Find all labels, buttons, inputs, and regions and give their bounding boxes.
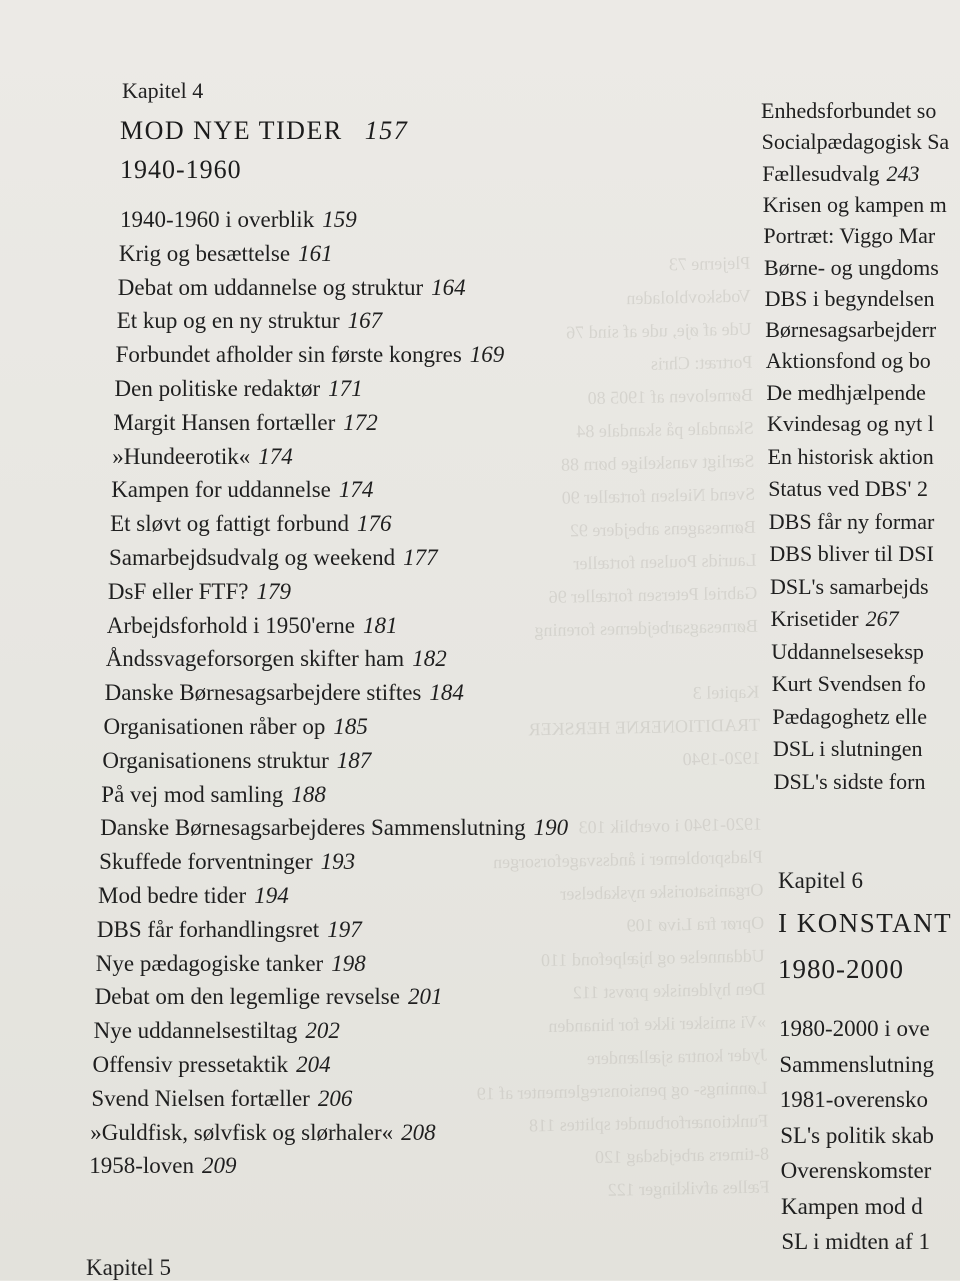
toc-entry-title: Nye uddannelsestiltag: [93, 1018, 298, 1044]
toc-entry-title: Krisetider: [770, 606, 859, 631]
toc-entry-title: Status ved DBS' 2: [768, 476, 928, 501]
toc-entry-title: Mod bedre tider: [98, 883, 247, 908]
toc-entry-right: [781, 1194, 923, 1220]
toc-entry-title: DSL i slutningen: [773, 736, 923, 761]
bleed-through-line: Skandale på skandale 84: [576, 417, 754, 442]
toc-entry-right: [774, 769, 926, 795]
toc-entry-right: [762, 161, 919, 187]
toc-entry-right: [764, 255, 939, 281]
toc-entry-title: Svend Nielsen fortæller: [91, 1085, 310, 1111]
toc-entry-title: Aktionsfond og bo: [765, 348, 931, 374]
toc-entry-page: 201: [407, 984, 443, 1010]
toc-entry-title: Den politiske redaktør: [114, 376, 321, 401]
toc-entry-page: 179: [256, 578, 291, 604]
toc-entry-page: 185: [333, 714, 368, 739]
toc-entry-page: 176: [357, 511, 392, 537]
bleed-through-line: Pladsproblemer i åndssvageforsorgen: [492, 846, 763, 873]
toc-entry-title: SL i midten af 1: [781, 1229, 931, 1254]
toc-entry-title: »Guldfisk, sølvfisk og slørhaler«: [90, 1119, 394, 1145]
toc-entry-title: Nye pædagogiske tanker: [95, 950, 324, 976]
toc-entry-title: På vej mod samling: [101, 781, 284, 807]
bleed-through-line: Kapitel 3: [692, 681, 760, 703]
chapter-label-right: Kapitel 6: [778, 868, 863, 893]
toc-entry-page: 194: [254, 883, 289, 908]
toc-entry-title: Forbundet afholder sin første kongres: [115, 342, 462, 368]
chapter-page: 157: [364, 116, 409, 145]
toc-entry-right: [765, 317, 936, 343]
toc-entry-right: [769, 541, 933, 567]
toc-entry-page: 172: [343, 409, 378, 435]
toc-entry-title: DBS får ny formar: [768, 508, 935, 534]
chapter-years: 1940-1960: [120, 155, 242, 184]
toc-entry-right: [781, 1158, 932, 1184]
toc-entry-title: Skuffede forventninger: [99, 849, 313, 875]
toc-entry-title: Debat om den legemlige revselse: [94, 984, 400, 1010]
toc-entry-page: 171: [328, 376, 363, 401]
bleed-through-line: TRADITIONERNE HERSKER: [528, 714, 761, 740]
bleed-through-line: Organisatoriske nyskabelser: [560, 879, 764, 904]
bleed-through-line: Lønnings- og pensionsreglementer af 19: [476, 1077, 768, 1104]
toc-entry-right: [781, 1229, 930, 1255]
toc-entry-title: Krig og besættelse: [118, 240, 291, 266]
toc-entry-right: [763, 192, 947, 218]
toc-entry-title: DBS i begyndelsen: [764, 285, 935, 311]
toc-entry-page: 181: [362, 612, 398, 638]
toc-entry-page: 167: [347, 308, 383, 334]
toc-entry-page: 202: [305, 1018, 340, 1044]
toc-entry-title: Kvindesag og nyt l: [767, 411, 934, 436]
toc-entry-title: Organisationens struktur: [102, 747, 329, 773]
toc-entry-page: 267: [865, 606, 899, 631]
toc-entry-title: Organisationen råber op: [103, 714, 326, 739]
toc-entry-title: En historisk aktion: [767, 443, 934, 469]
toc-entry-right: [779, 1052, 934, 1078]
toc-entry-right: [771, 606, 899, 632]
toc-entry-page: 208: [401, 1119, 436, 1145]
bleed-through-line: Gabriel Petersen fortæller 96: [548, 582, 758, 607]
bleed-through-line: Børneloven af 1905 80: [587, 384, 754, 409]
chapter-years-right: 1980-2000: [778, 954, 904, 984]
toc-entry-title: DBS får forhandlingsret: [96, 916, 320, 942]
toc-entry-page: 188: [291, 781, 326, 807]
toc-entry-title: Offensiv pressetaktik: [92, 1052, 289, 1077]
toc-entry-right: [779, 1016, 930, 1042]
bleed-through-line: Ude af øje, ude af sind 76: [566, 318, 752, 343]
toc-entry-title: »Hundeerotik«: [112, 443, 251, 469]
toc-entry-title: Kurt Svendsen fo: [771, 671, 926, 696]
toc-entry-title: 1958-loven: [89, 1153, 194, 1179]
toc-entry-title: Arbejdsforhold i 1950'erne: [106, 612, 355, 638]
toc-entry-title: DSL's sidste forn: [773, 768, 926, 794]
toc-entry-page: 197: [327, 916, 362, 942]
toc-entry-title: Børnesagsarbejderr: [765, 317, 937, 343]
toc-entry-title: Socialpædagogisk Sa: [761, 129, 950, 155]
toc-entry-right: [766, 380, 925, 406]
bleed-through-line: Børnesagsarbejdernes forening: [534, 615, 759, 641]
toc-entry-right: [767, 411, 934, 437]
toc-entry-page: 161: [298, 240, 333, 266]
bleed-through-line: Børnesagens arbejdere 92: [569, 516, 757, 541]
bleed-through-line: Særligt vanskelige børn 88: [560, 450, 755, 475]
toc-entry-title: Margit Hansen fortæller: [113, 409, 336, 435]
toc-entry-page: 169: [469, 342, 505, 368]
toc-entry-title: SL's politik skab: [780, 1122, 934, 1148]
bleed-through-line: Uddannelse og hjælpefond 110: [540, 945, 766, 971]
next-chapter-label: Kapitel 5: [86, 1255, 171, 1280]
toc-entry-title: De medhjælpende: [766, 379, 926, 405]
toc-entry-right: [768, 476, 928, 502]
toc-entry-page: 209: [201, 1153, 237, 1179]
toc-entry-title: Pædagoghetz elle: [772, 703, 927, 729]
bleed-through-line: Fælles afviklinger 122: [607, 1176, 770, 1200]
toc-entry-right: [768, 444, 934, 470]
toc-entry-right: [771, 639, 924, 665]
toc-entry-page: 177: [403, 545, 438, 570]
bleed-through-line: Funktionærforbundet splittes 118: [528, 1110, 769, 1136]
toc-entry-right: [769, 509, 935, 535]
bleed-through-line: »Vi smisker ikke for hinanden: [548, 1011, 767, 1037]
toc-entry-title: Uddannelseseksp: [771, 638, 924, 664]
toc-entry-title: Børne- og ungdoms: [764, 254, 939, 280]
toc-entry-title: Samarbejdsudvalg og weekend: [109, 545, 396, 570]
toc-entry-right: [773, 736, 923, 762]
toc-entry-right: [772, 704, 927, 730]
toc-entry-title: Debat om uddannelse og struktur: [117, 274, 424, 300]
toc-entry-title: Danske Børnesagsarbejderes Sammenslutning: [100, 815, 526, 841]
toc-entry-page: 184: [429, 680, 464, 706]
toc-entry-page: 206: [317, 1085, 353, 1111]
toc-entry-title: Enhedsforbundet so: [761, 98, 937, 123]
toc-entry-title: Portræt: Viggo Mar: [763, 223, 936, 249]
toc-entry-title: Kampen for uddannelse: [111, 477, 331, 503]
chapter-label: Kapitel 4: [122, 78, 204, 103]
bleed-through-line: Svend Nielsen fortæller 90: [561, 483, 756, 508]
toc-entry-page: 182: [412, 646, 447, 672]
bleed-through-line: Portræt: Chris: [650, 351, 753, 374]
toc-entry-title: Et kup og en ny struktur: [116, 308, 340, 334]
toc-entry-title: DSL's samarbejds: [770, 573, 929, 599]
toc-entry-title: Fællesudvalg: [762, 160, 880, 186]
bleed-through-line: Jyder kontra sjællændere: [586, 1044, 768, 1069]
toc-entry-page: 187: [336, 747, 372, 773]
toc-entry-title: Åndssvageforsorgen skifter ham: [105, 646, 405, 672]
toc-entry-page: 204: [296, 1052, 331, 1077]
toc-entry-title: 1981-overensko: [779, 1087, 928, 1112]
toc-entry-page: 243: [886, 160, 920, 186]
toc-entry-page: 190: [533, 815, 569, 841]
toc-entry-page: 159: [322, 207, 357, 232]
toc-entry-title: Danske Børnesagsarbejdere stiftes: [104, 680, 422, 706]
toc-entry-page: 198: [331, 950, 366, 976]
toc-entry-right: [766, 348, 931, 374]
toc-entry-page: 164: [431, 274, 466, 300]
toc-entry-title: 1980-2000 i ove: [779, 1016, 930, 1041]
bleed-through-line: 8-timers arbejdsdag 120: [594, 1143, 770, 1168]
toc-entry-page: 193: [320, 849, 356, 875]
chapter-title-right: I KONSTANT: [778, 908, 953, 938]
bleed-through-line: Den hyldeniske prøvst 112: [572, 978, 766, 1003]
toc-entry-title: Overenskomster: [780, 1158, 932, 1183]
bleed-through-line: Plejerne 73: [668, 252, 751, 275]
toc-entry-right: [761, 98, 936, 124]
toc-entry-title: DsF eller FTF?: [107, 578, 249, 604]
toc-entry-title: Krisen og kampen m: [762, 191, 947, 217]
toc-entry-right: [780, 1087, 928, 1113]
toc-entry-right: [763, 223, 935, 249]
toc-entry-title: Sammenslutning: [779, 1051, 935, 1077]
bleed-through-line: 1920-1940 i overblik 103: [578, 813, 763, 838]
toc-entry-title: DBS bliver til DSI: [769, 541, 934, 566]
toc-entry-title: Kampen mod d: [781, 1193, 923, 1219]
bleed-through-line: 1920-1940: [682, 747, 761, 770]
toc-entry-right: [780, 1123, 934, 1149]
toc-entry-right: [772, 671, 926, 697]
toc-entry-title: 1940-1960 i overblik: [120, 207, 315, 232]
toc-entry-right: [770, 574, 929, 600]
bleed-through-line: Vodskovbloladen: [626, 285, 752, 309]
toc-entry-right: [762, 129, 950, 155]
toc-entry-page: 174: [338, 477, 374, 503]
bleed-through-line: Laurids Poulsen fortæller: [573, 549, 757, 574]
toc-entry-page: 174: [258, 443, 293, 469]
toc-entry-right: [765, 286, 935, 312]
bleed-through-line: Oprør fra Livø 109: [626, 912, 765, 936]
toc-entry-title: Et sløvt og fattigt forbund: [110, 511, 350, 537]
chapter-title-text: MOD NYE TIDER: [120, 116, 343, 145]
